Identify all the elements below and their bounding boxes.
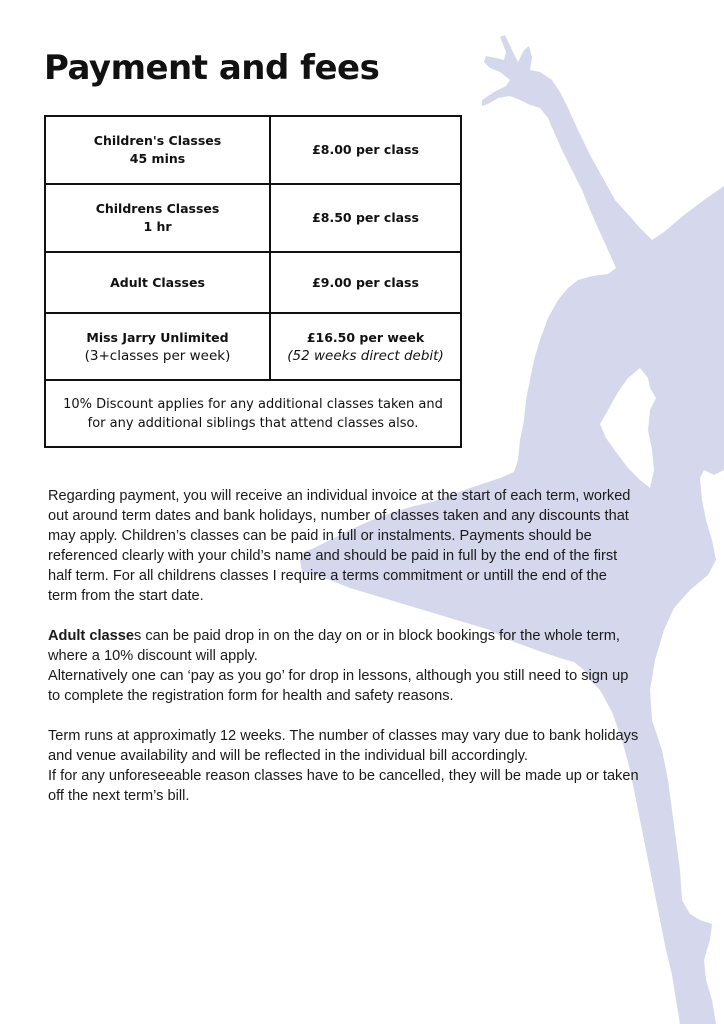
table-row [45, 116, 461, 184]
class-cell [45, 252, 270, 313]
table-row [45, 313, 461, 380]
table-row-discount [45, 380, 461, 447]
text-line: off the next term’s bill. [48, 788, 190, 804]
price-detail: (52 weeks direct debit) [287, 347, 444, 364]
price-cell [270, 252, 461, 313]
page-title: Payment and fees [44, 48, 380, 88]
text-fragment: s can be paid drop in on the day on or in block bookings for the whole term, [133, 628, 620, 644]
discount-note-line: for any additional siblings that attend classes also. [87, 415, 419, 431]
class-name: Adult Classes [110, 274, 205, 290]
class-price: £8.50 per class [312, 210, 419, 225]
text-line: term from the start date. [48, 588, 204, 604]
class-name: Children's Classes [93, 133, 222, 148]
price-cell [270, 313, 461, 380]
class-cell [45, 184, 270, 252]
text-line: Term runs at approximatly 12 weeks. The number of classes may vary due to bank holidays [48, 728, 639, 744]
text-line: Alternatively one can ‘pay as you go’ for drop in lessons, although you still need to sign up [48, 668, 629, 684]
text-line: out around term dates and bank holidays, number of classes taken and any discounts that [48, 508, 629, 524]
fees-table [44, 115, 462, 448]
class-cell [45, 313, 270, 380]
class-duration: 45 mins [129, 151, 186, 166]
class-cell [45, 116, 270, 184]
text-line: and venue availability and will be reflected in the individual bill accordingly. [48, 748, 528, 764]
text-line: Regarding payment, you will receive an individual invoice at the start of each term, worked [48, 488, 631, 504]
text-line: If for any unforeseeable reason classes have to be cancelled, they will be made up or taken [48, 768, 639, 784]
class-price: £8.00 per class [312, 142, 419, 157]
paragraph-invoicing [48, 486, 698, 606]
text-line: referenced clearly with your child’s name and should be paid in full by the end of the first [48, 548, 618, 564]
adult-classes-bold: Adult classe [48, 628, 134, 644]
text-line: may apply. Children’s classes can be paid in full or instalments. Payments should be [48, 528, 592, 544]
table-row [45, 252, 461, 313]
class-name: Childrens Classes [95, 201, 220, 216]
class-duration: 1 hr [143, 219, 172, 234]
class-name: Miss Jarry Unlimited [86, 329, 229, 345]
discount-note-line: 10% Discount applies for any additional classes taken and [63, 396, 443, 412]
paragraph-adult-classes [48, 626, 698, 706]
text-line: where a 10% discount will apply. [48, 648, 258, 664]
class-price: £16.50 per week [306, 329, 425, 345]
payment-details-text [48, 486, 698, 806]
text-line: to complete the registration form for health and safety reasons. [48, 688, 454, 704]
class-price: £9.00 per class [312, 274, 419, 290]
text-line: half term. For all childrens classes I require a terms commitment or untill the end of the [48, 568, 607, 584]
table-row [45, 184, 461, 252]
class-detail: (3+classes per week) [84, 347, 231, 364]
price-cell [270, 116, 461, 184]
paragraph-term [48, 726, 698, 806]
price-cell [270, 184, 461, 252]
discount-note [45, 380, 461, 447]
text-line [48, 626, 698, 646]
